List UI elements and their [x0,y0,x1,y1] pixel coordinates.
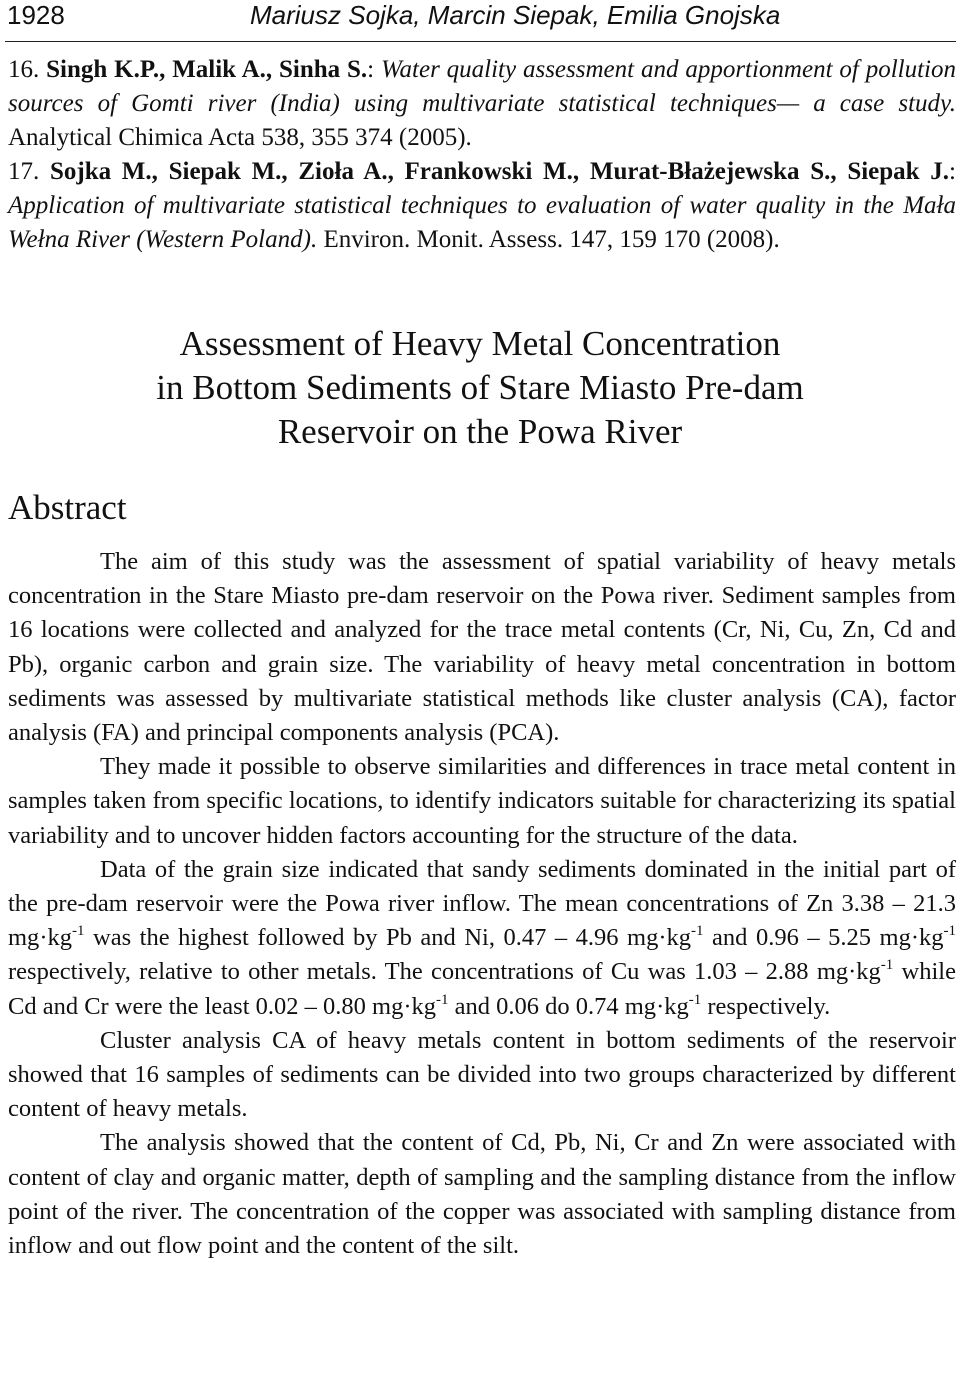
middle-dot: · [656,992,665,1020]
text-run: and 0.06 do 0.74 mg [448,992,657,1020]
header-authors: Mariusz Sojka, Marcin Siepak, Emilia Gnojska [250,0,781,30]
reference-authors: Singh K.P., Malik A., Sinha S. [46,56,368,83]
exponent: -1 [436,991,449,1008]
abstract-paragraph: The aim of this study was the assessment of spatial variability of heavy metals concentration in the Stare Miasto pre-dam reservoir on the Powa river. Sediment samples from 16 locations were collected and analyzed for the trace metal contents (Cr, Ni, Cu, Zn, Cd and Pb), organic carbon and grain size. The variability of heavy metal concentration in bottom sediments was assessed by multivariate statistical methods like cluster analysis (CA), factor analysis (FA) and principal components analysis (PCA). [8,548,956,747]
title-line: Reservoir on the Powa River [277,412,683,451]
reference-source: Environ. Monit. Assess. 147, 159 170 (2008). [317,226,780,253]
abstract-paragraph: They made it possible to observe similarities and differences in trace metal content in samples taken from specific locations, to identify indicators suitable for characterizing its spatial variability and to uncover hidden factors accounting for the structure of the data. [8,753,956,849]
unit-text: kg [666,924,692,952]
exponent: -1 [880,957,894,974]
reference-number: 16. [8,56,40,83]
exponent: -1 [691,923,704,940]
abstract-paragraph: Cluster analysis CA of heavy metals content in bottom sediments of the reservoir showed that 16 samples of sediments can be divided into two groups characterized by different content of heavy metals. [8,1026,956,1123]
middle-dot: · [658,924,667,952]
middle-dot: · [848,958,857,986]
page-number: 1928 [7,0,65,30]
reference-authors: Sojka M., Siepak M., Zioła A., Frankowski M., Murat-Błażejewska S., Siepak J. [49,158,950,185]
middle-dot: · [910,924,920,952]
text-run: while Cd and Cr were the least 0.02 – 0.80 mg [8,958,956,1020]
header-rule [5,41,956,42]
unit-text: kg [919,924,944,952]
middle-dot: · [403,992,412,1020]
reference-number: 17. [8,158,40,185]
reference-separator: : [949,158,956,185]
reference-item [8,155,956,257]
text-run: respectively, relative to other metals. The concentrations of Cu was 1.03 – 2.88 mg [8,958,849,986]
exponent: -1 [943,923,957,940]
exponent: -1 [71,923,85,940]
paper-title [0,322,960,454]
abstract-heading: Abstract [8,488,127,527]
middle-dot: · [39,924,48,952]
title-line: Assessment of Heavy Metal Concentration [179,324,781,363]
reference-list [8,53,956,257]
unit-text: kg [856,958,881,986]
abstract-body [8,545,956,1263]
text-run: Data of the grain size indicated that sandy sediments dominated in the initial part of the pre-dam reservoir were the Powa river inflow. The mean concentrations of Zn 3.38 – 21.3 mg [8,855,956,952]
unit-text: kg [664,992,689,1020]
abstract-paragraph [8,853,956,1024]
reference-title: Water quality assessment and apportionment of pollution sources of Gomti river (India) using multivariate statistical techniques— a case study. [8,56,956,117]
unit-text: kg [411,992,436,1020]
text-run: respectively. [701,992,831,1020]
reference-separator: : [367,56,381,83]
title-line: in Bottom Sediments of Stare Miasto Pre-dam [156,368,804,407]
text-run: and 0.96 – 5.25 mg [703,924,911,952]
reference-title: Application of multivariate statistical techniques to evaluation of water quality in the Mała Wełna River (Western Poland). [8,192,956,253]
exponent: -1 [688,991,702,1008]
text-run: was the highest followed by Pb and Ni, 0.47 – 4.96 mg [84,924,659,952]
reference-item [8,53,956,155]
reference-source: Analytical Chimica Acta 538, 355 374 (2005). [8,124,472,151]
running-header [7,0,952,34]
abstract-paragraph: The analysis showed that the content of Cd, Pb, Ni, Cr and Zn were associated with content of clay and organic matter, depth of sampling and the sampling distance from the inflow point of the river. The concentration of the copper was associated with sampling distance from inflow and out flow point and the content of the silt. [8,1129,956,1260]
unit-text: kg [47,924,72,952]
